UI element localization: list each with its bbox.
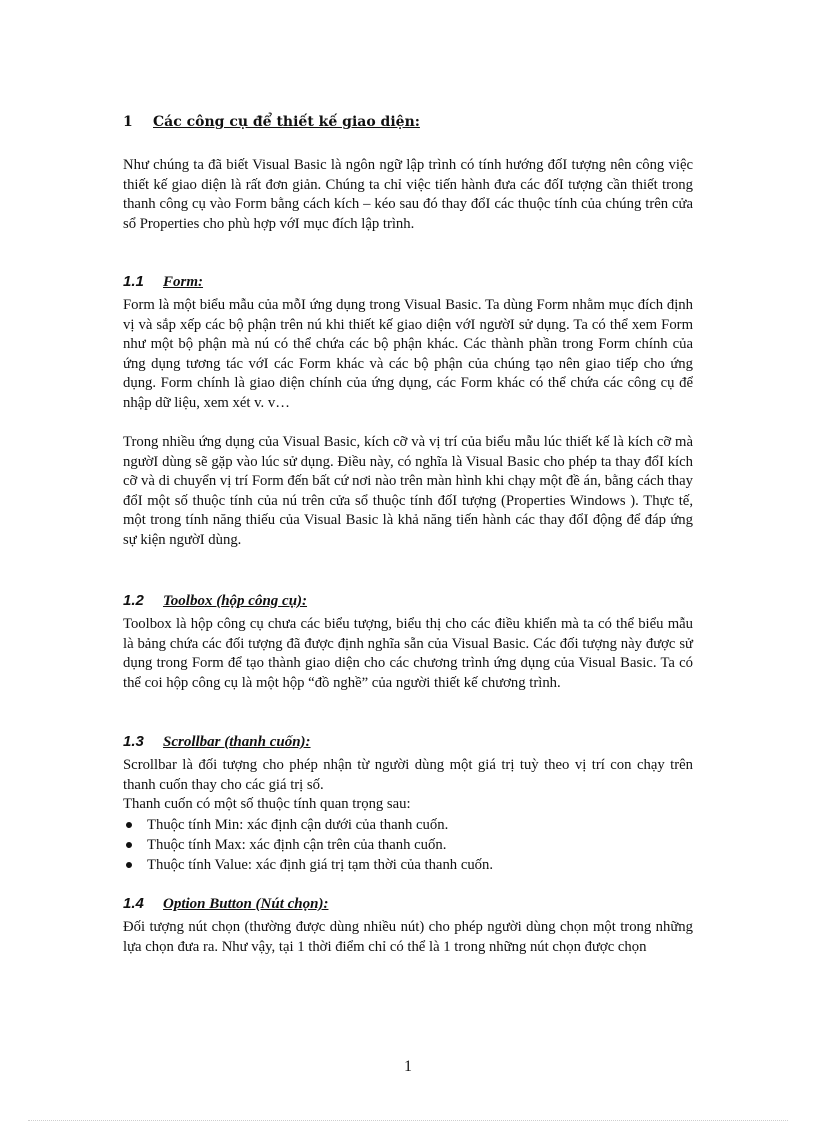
section-title: Form: [163, 274, 204, 290]
section-1-4-paragraph: Đối tượng nút chọn (thường được dùng nhiều nút) cho phép người dùng chọn một trong những lựa chọn đưa ra. Như vậy, tại 1 thời điểm chỉ có thể là 1 trong những nút chọn được chọn [123, 919, 693, 955]
section-title: Scrollbar (thanh cuốn): [163, 734, 311, 750]
section-1-2-heading [123, 592, 307, 610]
footer-divider [28, 1120, 788, 1121]
section-1-3-heading [123, 733, 311, 751]
section-number: 1.4 [123, 895, 144, 912]
section-1-1-paragraph-2: Trong nhiều ứng dụng của Visual Basic, kích cỡ và vị trí của biểu mẫu lúc thiết kế là kích cỡ mà ngườI dùng sẽ gặp vào lúc sử dụng. Điều này, có nghĩa là Visual Basic cho phép ta thay đổI kích cỡ và di chuyển vị trí Form đến bất cứ nơi nào trên màn hình khi chạy một đề án, bằng cách thay đổI một số thuộc tính của nú trên cửa sổ thuộc tính đốI tượng (Properties Windows ). Thực tế, một trong tính năng thiếu của Visual Basic là khả năng tiến hành các thay đổI động để đáp ứng sự kiện ngườI dùng. [123, 434, 693, 548]
section-1-3-paragraph-2: Thanh cuốn có một số thuộc tính quan trọng sau: [123, 796, 411, 812]
section-1-3-paragraph-1: Scrollbar là đối tượng cho phép nhận từ người dùng một giá trị tuỳ theo vị trí con chạy trên thanh cuốn thay cho các giá trị số. [123, 757, 693, 793]
section-1-4-heading [123, 895, 328, 913]
section-1-1-heading [123, 273, 203, 291]
section-number: 1.1 [123, 273, 144, 290]
list-item: Thuộc tính Min: xác định cận dưới của thanh cuốn. [123, 815, 693, 835]
heading-1-number: 1 [123, 114, 133, 130]
section-title: Option Button (Nút chọn): [163, 896, 329, 912]
page-number: 1 [404, 1058, 412, 1075]
scrollbar-properties-list [123, 815, 693, 875]
section-number: 1.3 [123, 733, 144, 750]
section-number: 1.2 [123, 592, 144, 609]
list-item: Thuộc tính Max: xác định cận trên của thanh cuốn. [123, 835, 693, 855]
list-item: Thuộc tính Value: xác định giá trị tạm thời của thanh cuốn. [123, 855, 693, 875]
section-title: Toolbox (hộp công cụ): [163, 593, 308, 609]
section-1-2-paragraph: Toolbox là hộp công cụ chưa các biểu tượng, biểu thị cho các điều khiển mà ta có thể biểu mẫu là bảng chứa các đối tượng đã được định nghĩa sẵn của Visual Basic. Các đối tượng này được sử dụng trong Form để tạo thành giao diện cho các chương trình ứng dụng của Visual Basic. Ta có thể coi hộp công cụ là một hộp “đồ nghề” của người thiết kế chương trình. [123, 616, 693, 691]
section-1-1-paragraph-1: Form là một biểu mẫu của mỗI ứng dụng trong Visual Basic. Ta dùng Form nhằm mục đích định vị và sắp xếp các bộ phận trên nú khi thiết kế giao diện vớI ngườI sử dụng. Ta có thể xem Form như một bộ phận mà nú có thể chứa các bộ phận khác. Các thành phần trong Form chính của ứng dụng tương tác vớI các Form khác và các bộ phận của chúng tạo nên giao tiếp cho ứng dụng. Form chính là giao diện chính của ứng dụng, các Form khác có thể chứa các công cụ để nhập dữ liệu, xem xét v. v… [123, 297, 693, 411]
heading-1 [123, 114, 420, 130]
intro-paragraph: Như chúng ta đã biết Visual Basic là ngôn ngữ lập trình có tính hướng đốI tượng nên công việc thiết kế giao diện là rất đơn giản. Chúng ta chỉ việc tiến hành đưa các đốI tượng cần thiết trong thanh công cụ vào Form bằng cách kích – kéo sau đó thay đổI các thuộc tính của chúng trên cửa sổ Properties cho phù hợp vớI mục đích lập trình. [123, 157, 693, 232]
heading-1-title: Các công cụ để thiết kế giao diện: [153, 114, 420, 130]
